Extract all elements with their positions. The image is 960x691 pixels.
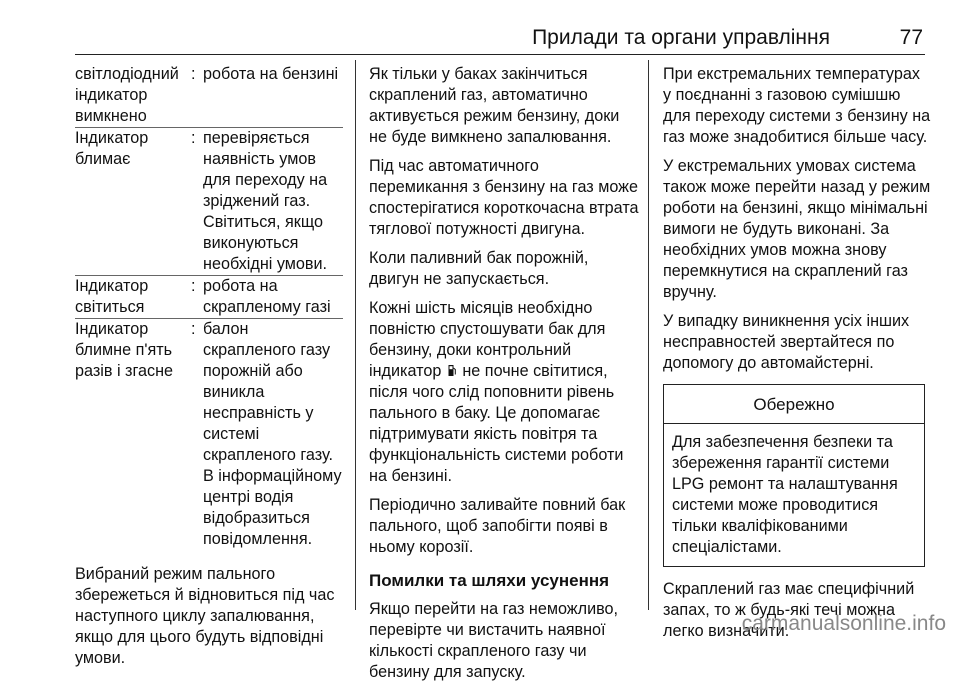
paragraph: [369, 298, 639, 487]
header-title: Прилади та органи управління: [532, 26, 830, 49]
caution-body: Для забезпечення безпеки та збереження гарантії системи LPG ремонт та налаштування системи може проводитися тільки кваліфікованими спеціалістами.: [672, 433, 898, 556]
definition-colon: :: [191, 277, 196, 295]
column-divider: [355, 60, 356, 610]
definition-row: [75, 64, 343, 128]
paragraph: У випадку виникнення усіх інших несправностей звертайтеся по допомогу до автомайстерні.: [663, 312, 910, 372]
definition-term: Індикатор світиться: [75, 277, 149, 316]
definition-colon: :: [191, 320, 196, 338]
right-column: [663, 64, 931, 650]
paragraph: Якщо перейти на газ неможливо, перевірте чи вистачить наявної кількості скрапленого газу чи бензину для запуску.: [369, 600, 619, 681]
definition-desc: робота на бензині: [203, 65, 339, 83]
paragraph-text: не почне світитися, після чого слід поповнити рівень пального в баку. Це допомагає підтримувати якість повітря та функціональність системи роботи на бензині.: [369, 362, 624, 485]
paragraph: При екстремальних температурах у поєднанні з газовою сумішшю для переходу системи з бензину на газ може знадобитися більше часу.: [663, 65, 931, 146]
definition-desc: балон скрапленого газу порожній або виникла несправність у системі скрапленого газу. В інформаційному центрі водія відобразиться повідомлення.: [203, 320, 342, 548]
definition-row: [75, 319, 343, 550]
section-heading: Помилки та шляхи усунення: [369, 571, 610, 590]
definition-desc: перевіряється наявність умов для переходу на зріджений газ. Світиться, якщо виконуються необхідні умови.: [203, 129, 328, 273]
paragraph: Коли паливний бак порожній, двигун не запускається.: [369, 249, 589, 288]
page-number: 77: [899, 26, 923, 49]
paragraph: Як тільки у баках закінчиться скраплений газ, автоматично активується режим бензину, доки не буде вимкнено запалювання.: [369, 65, 620, 146]
definition-term: Індикатор блимає: [75, 129, 149, 168]
definition-colon: :: [191, 65, 196, 83]
definition-term: світлодіодний індикатор вимкнено: [75, 65, 179, 125]
watermark: carmanualsonline.info: [741, 612, 946, 635]
paragraph: Періодично заливайте повний бак пального, щоб запобігти появі в ньому корозії.: [369, 496, 626, 556]
column-divider: [648, 60, 649, 610]
caution-box: [663, 384, 925, 567]
paragraph: Вибраний режим пального збережеться й відновиться під час наступного циклу запалювання, якщо для цього будуть відповідні умови.: [75, 565, 335, 667]
paragraph: Скраплений газ має специфічний запах, то ж будь-які течі можна легко визначити.: [663, 580, 915, 640]
left-column: [75, 64, 343, 677]
paragraph: Під час автоматичного перемикання з бензину на газ може спостерігатися короткочасна втрата тяглової потужності двигуна.: [369, 157, 639, 238]
definition-desc: робота на скрапленому газі: [203, 277, 331, 316]
paragraph: У екстремальних умовах система також може перейти назад у режим роботи на бензині, якщо мінімальні вимоги не будуть виконані. За необхідних умов можна знову перемкнутися на скраплений газ вручну.: [663, 157, 931, 301]
definition-row: [75, 128, 343, 276]
fuel-pump-icon: [448, 362, 456, 375]
definition-colon: :: [191, 129, 196, 147]
definition-row: [75, 276, 343, 319]
paragraph-text: Кожні шість місяців необхідно повністю спустошувати бак для бензину, доки контрольний індикатор: [369, 299, 606, 380]
middle-column: [369, 64, 639, 691]
definition-term: Індикатор блимне п'ять разів і згасне: [75, 320, 174, 380]
page-header: [75, 22, 925, 55]
caution-title: Обережно: [664, 385, 924, 424]
